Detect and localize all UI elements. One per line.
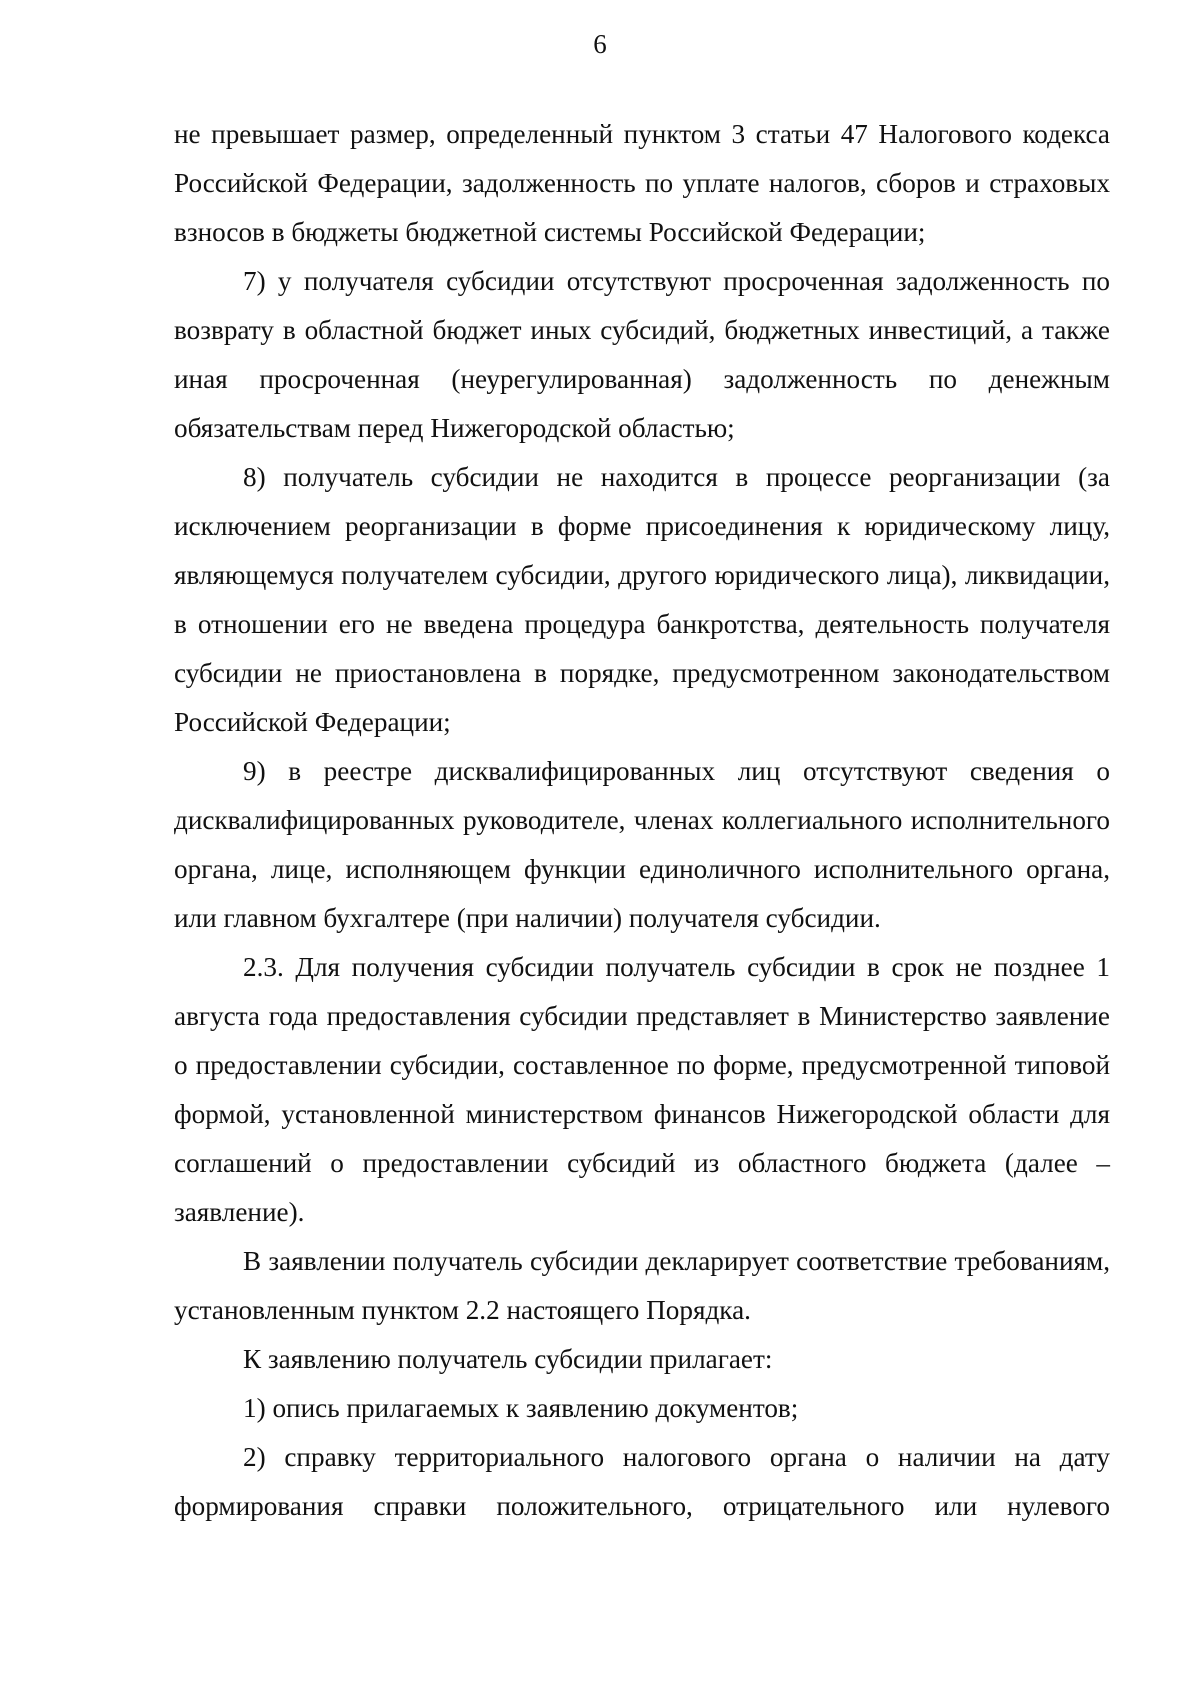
paragraph-declaration: В заявлении получатель субсидии декларирует соответствие требованиям, установленным пунктом 2.2 настоящего Порядка. (174, 1246, 1110, 1325)
paragraph-item-9: 9) в реестре дисквалифицированных лиц отсутствуют сведения о дисквалифицированных руководителе, членах коллегиального исполнительного органа, лице, исполняющем функции единоличного исполнительного органа, или главном бухгалтере (при наличии) получателя субсидии. (174, 756, 1110, 933)
paragraph-item-8: 8) получатель субсидии не находится в процессе реорганизации (за исключением реорганизации в форме присоединения к юридическому лицу, являющемуся получателем субсидии, другого юридического лица), ликвидации, в отношении его не введена процедура банкротства, деятельность получателя субсидии не приостановлена в порядке, предусмотренном законодательством Российской Федерации; (174, 462, 1110, 737)
paragraph-2-3: 2.3. Для получения субсидии получатель субсидии в срок не позднее 1 августа года предоставления субсидии представляет в Министерство заявление о предоставлении субсидии, составленное по форме, предусмотренной типовой формой, установленной министерством финансов Нижегородской области для соглашений о предоставлении субсидий из областного бюджета (далее – заявление). (174, 952, 1110, 1227)
paragraph-attachments-intro: К заявлению получатель субсидии прилагает: (243, 1344, 773, 1374)
document-body (174, 110, 1110, 1531)
paragraph-item-7: 7) у получателя субсидии отсутствуют просроченная задолженность по возврату в областной бюджет иных субсидий, бюджетных инвестиций, а также иная просроченная (неурегулированная) задолженность по денежным обязательствам перед Нижегородской областью; (174, 266, 1110, 443)
paragraph-attachment-1: 1) опись прилагаемых к заявлению документов; (243, 1393, 799, 1423)
paragraph-tax-debt: не превышает размер, определенный пунктом 3 статьи 47 Налогового кодекса Российской Федерации, задолженность по уплате налогов, сборов и страховых взносов в бюджеты бюджетной системы Российской Федерации; (174, 119, 1110, 247)
paragraph-attachment-2: 2) справку территориального налогового органа о наличии на дату формирования справки положительного, отрицательного или нулевого (174, 1442, 1110, 1521)
page-number: 6 (593, 29, 607, 59)
